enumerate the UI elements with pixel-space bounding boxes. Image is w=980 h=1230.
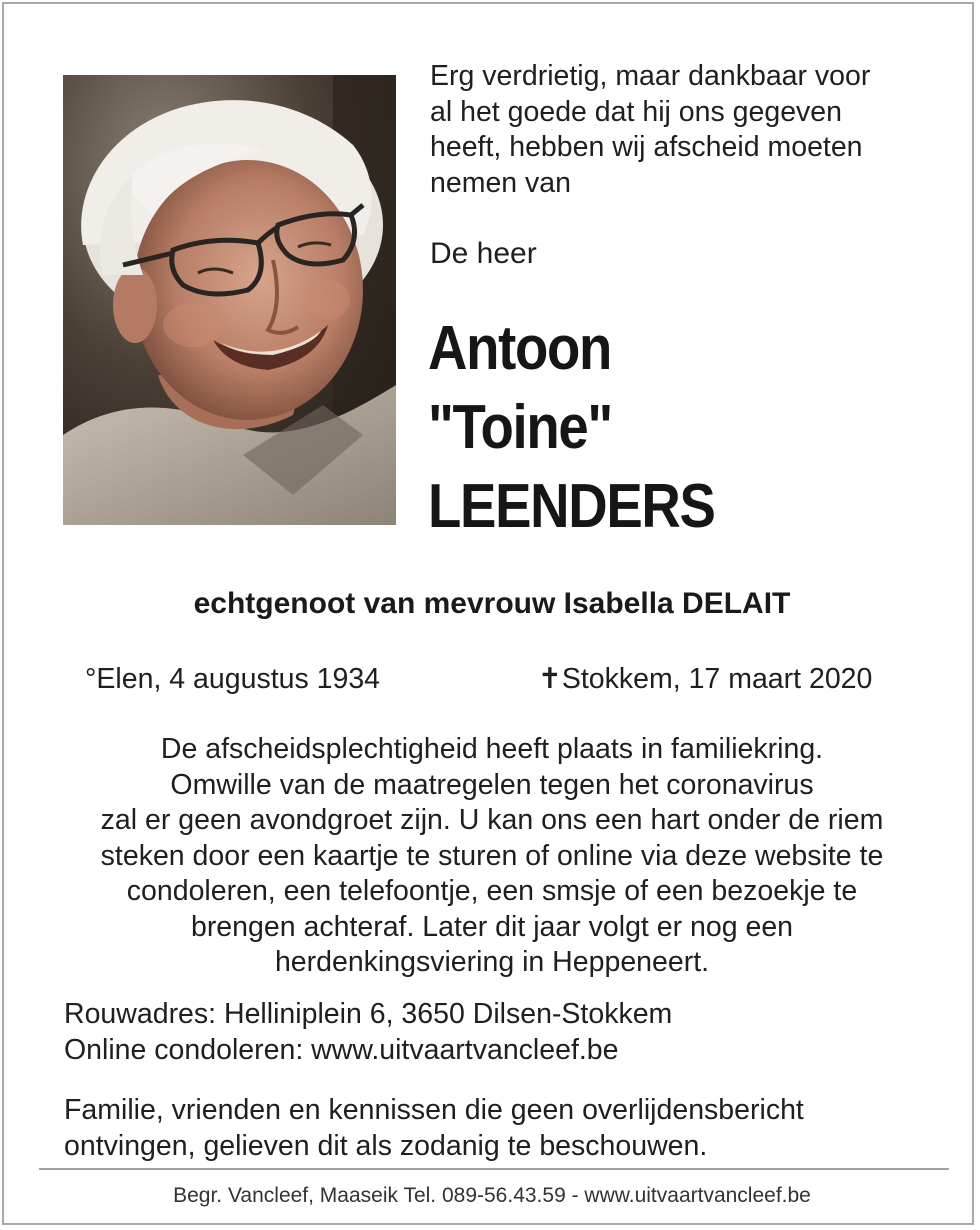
ceremony-line: De afscheidsplechtigheid heeft plaats in familiekring. — [160, 733, 824, 765]
first-name: Antoon — [428, 314, 611, 383]
portrait-photo — [63, 75, 396, 525]
notice-line: ontvingen, gelieven dit als zodanig te beschouwen. — [64, 1129, 708, 1162]
notice-line: Familie, vrienden en kennissen die geen overlijdensbericht — [64, 1094, 804, 1126]
intro-text — [430, 59, 950, 201]
nickname: "Toine" — [428, 393, 612, 462]
last-name: LEENDERS — [428, 472, 715, 541]
intro-line: nemen van — [430, 166, 572, 199]
ceremony-text — [44, 732, 940, 981]
address-block — [64, 997, 672, 1068]
death-info: ✝Stokkem, 17 maart 2020 — [538, 663, 873, 695]
ceremony-line: brengen achteraf. Later dit jaar volgt er nog een — [190, 910, 794, 943]
intro-line: heeft, hebben wij afscheid moeten — [430, 131, 863, 163]
online-condolence: Online condoleren: www.uitvaartvancleef.be — [64, 1033, 619, 1066]
ceremony-line: condoleren, een telefoontje, een smsje of een bezoekje te — [126, 875, 858, 907]
intro-line: al het goede dat hij ons gegeven — [430, 95, 842, 128]
ceremony-line: steken door een kaartje te sturen of online via deze website te — [100, 839, 884, 872]
spouse-line: echtgenoot van mevrouw Isabella DELAIT — [193, 587, 791, 620]
intro-line: Erg verdrietig, maar dankbaar voor — [430, 60, 871, 92]
obituary-card — [2, 2, 974, 1225]
funeral-home-footer: Begr. Vancleef, Maaseik Tel. 089-56.43.59 - www.uitvaartvancleef.be — [173, 1184, 811, 1207]
mourning-address: Rouwadres: Helliniplein 6, 3650 Dilsen-Stokkem — [64, 998, 673, 1030]
deceased-name — [428, 309, 715, 546]
honorific: De heer — [430, 237, 537, 270]
notice-text — [64, 1093, 804, 1164]
ceremony-line: zal er geen avondgroet zijn. U kan ons een hart onder de riem — [100, 804, 884, 836]
footer-divider — [39, 1168, 949, 1170]
ceremony-line: herdenkingsviering in Heppeneert. — [274, 946, 710, 978]
birth-info: °Elen, 4 augustus 1934 — [85, 663, 381, 695]
ceremony-line: Omwille van de maatregelen tegen het coronavirus — [170, 768, 814, 801]
